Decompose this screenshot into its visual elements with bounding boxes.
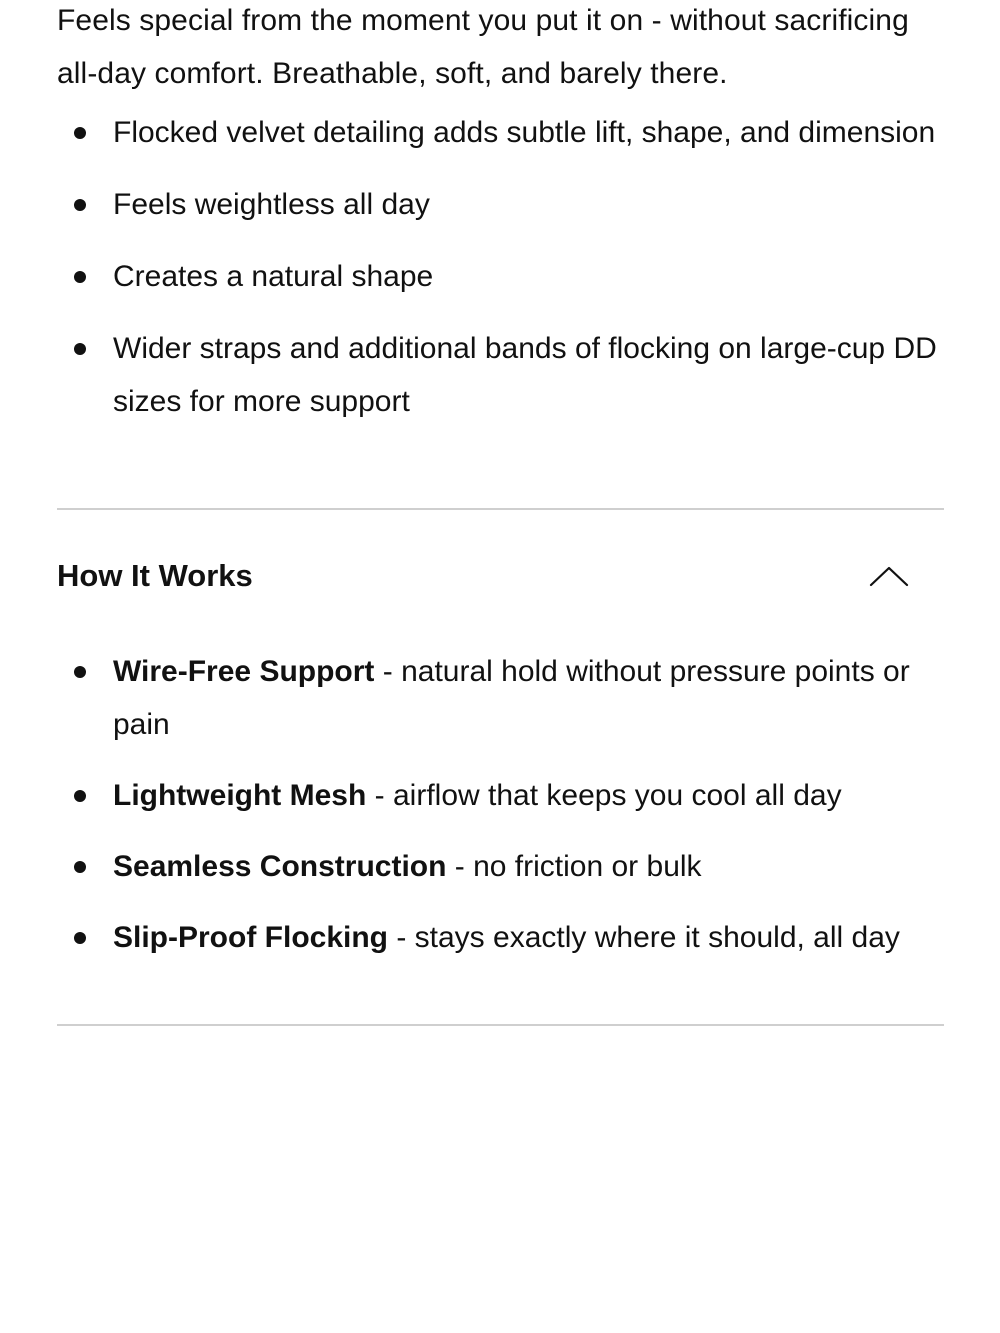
item-term: Wire-Free Support xyxy=(113,655,375,688)
product-details xyxy=(57,0,944,1026)
description-intro: Feels special from the moment you put it on - without sacrificing all-day comfort. Breathable, soft, and barely there. xyxy=(57,4,909,90)
bullet-icon xyxy=(74,932,86,944)
list-item xyxy=(57,250,944,303)
feature-text: Flocked velvet detailing adds subtle lift, shape, and dimension xyxy=(113,116,936,149)
bullet-icon xyxy=(74,666,86,678)
list-item xyxy=(57,645,944,751)
section-divider xyxy=(57,1024,944,1026)
list-item xyxy=(57,106,944,159)
feature-text: Wider straps and additional bands of flocking on large-cup DD sizes for more support xyxy=(113,332,937,418)
list-item xyxy=(57,322,944,428)
item-detail: - natural hold without pressure points or pain xyxy=(113,655,910,741)
bullet-icon xyxy=(74,127,86,139)
feature-text: Creates a natural shape xyxy=(113,260,434,293)
accordion-title: How It Works xyxy=(57,558,253,593)
feature-list xyxy=(57,106,944,428)
item-term: Seamless Construction xyxy=(113,850,447,883)
bullet-icon xyxy=(74,861,86,873)
how-it-works-list xyxy=(57,645,944,964)
feature-text: Feels weightless all day xyxy=(113,188,430,221)
item-term: Slip-Proof Flocking xyxy=(113,921,388,954)
list-item xyxy=(57,178,944,231)
bullet-icon xyxy=(74,271,86,283)
bullet-icon xyxy=(74,790,86,802)
item-detail: - airflow that keeps you cool all day xyxy=(366,779,842,812)
bullet-icon xyxy=(74,199,86,211)
chevron-up-icon[interactable] xyxy=(869,564,909,588)
item-term: Lightweight Mesh xyxy=(113,779,367,812)
how-it-works-accordion-header[interactable] xyxy=(57,510,944,645)
item-detail: - stays exactly where it should, all day xyxy=(388,921,900,954)
list-item xyxy=(57,840,944,893)
list-item xyxy=(57,769,944,822)
bullet-icon xyxy=(74,343,86,355)
item-detail: - no friction or bulk xyxy=(446,850,702,883)
list-item xyxy=(57,911,944,964)
